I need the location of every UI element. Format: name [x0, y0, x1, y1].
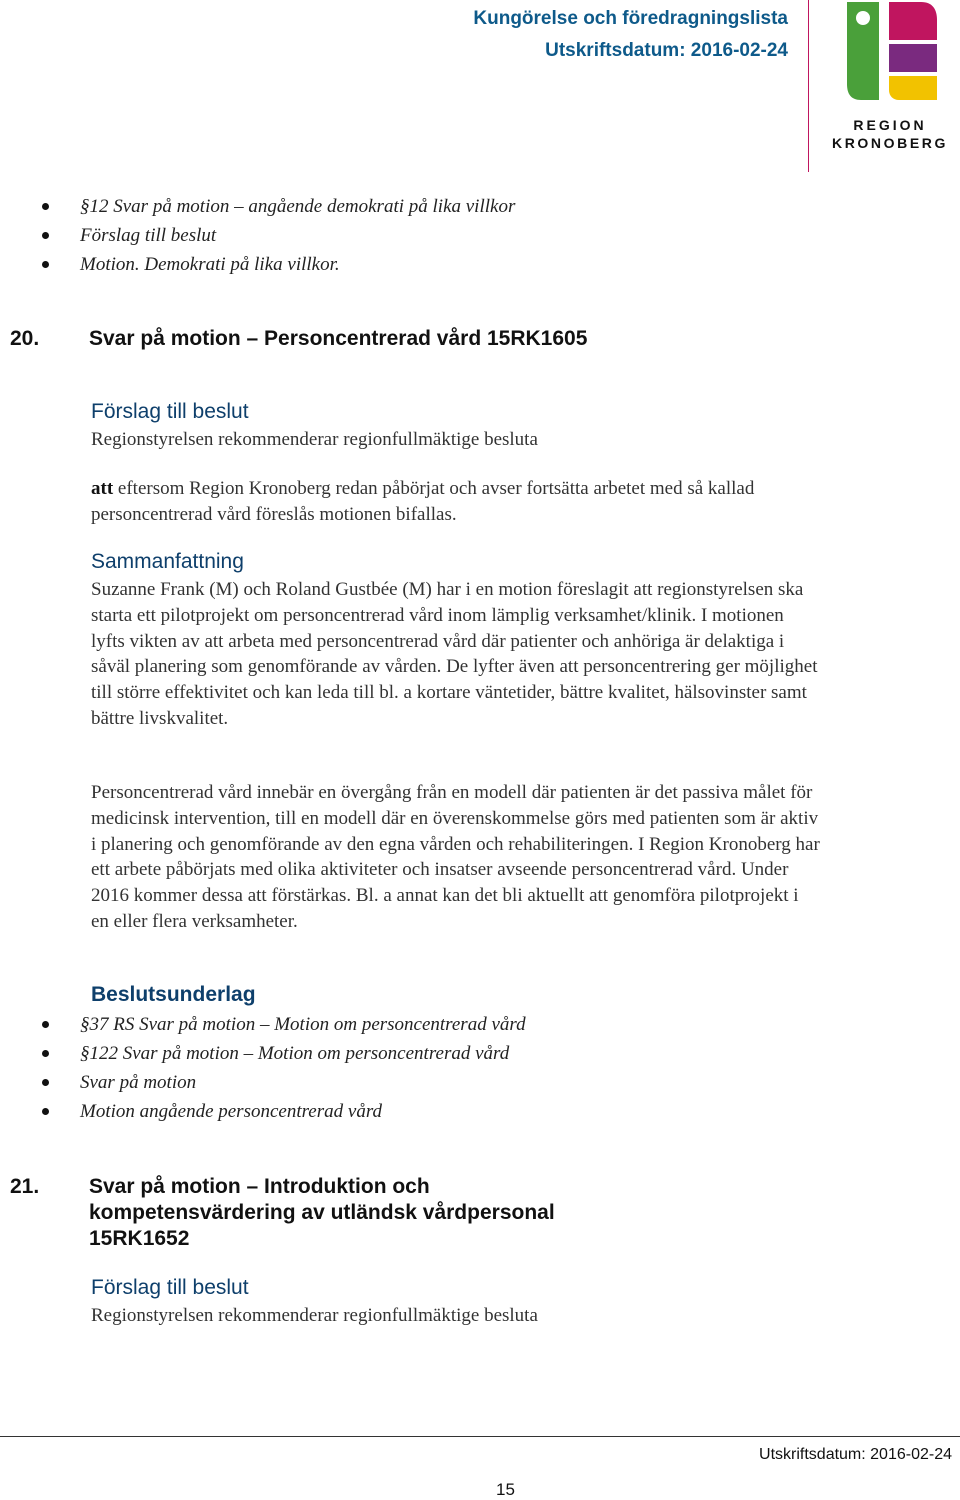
list-item[interactable]: Motion angående personcentrerad vård [0, 1097, 526, 1126]
region-kronoberg-logo-icon [843, 0, 939, 104]
list-item[interactable]: Förslag till beslut [0, 221, 515, 250]
item-20-basis-heading: Beslutsunderlag [91, 983, 256, 1006]
item-21-proposal-intro: Regionstyrelsen rekommenderar regionfullmäktige besluta [91, 1305, 538, 1326]
item-21-title-line-2: kompetensvärdering av utländsk vårdpersonal [89, 1201, 555, 1224]
bullet-icon [42, 1108, 49, 1115]
item-20-proposal-heading: Förslag till beslut [91, 400, 249, 423]
list-item[interactable]: §37 RS Svar på motion – Motion om personcentrerad vård [0, 1010, 526, 1039]
header-divider [808, 0, 809, 172]
document-title: Kungörelse och föredragningslista [473, 8, 788, 29]
item-20-number: 20. [10, 327, 40, 350]
page-number: 15 [496, 1480, 515, 1499]
logo-text-region: REGION [853, 117, 927, 133]
bullet-icon [42, 1021, 49, 1028]
list-item[interactable]: Motion. Demokrati på lika villkor. [0, 250, 515, 279]
list-item[interactable]: Svar på motion [0, 1068, 526, 1097]
bullet-icon [42, 203, 49, 210]
footer-print-date: Utskriftsdatum: 2016-02-24 [759, 1446, 952, 1463]
bullet-icon [42, 232, 49, 239]
item-20-proposal-intro: Regionstyrelsen rekommenderar regionfullmäktige besluta [91, 429, 538, 450]
previous-attachments-list [0, 192, 515, 279]
item-21-number: 21. [10, 1175, 40, 1198]
header-print-date: Utskriftsdatum: 2016-02-24 [545, 40, 788, 61]
item-21-title-line-1: Svar på motion – Introduktion och [89, 1175, 430, 1198]
item-20-summary-heading: Sammanfattning [91, 550, 244, 573]
item-20-title: Svar på motion – Personcentrerad vård 15RK1605 [89, 327, 588, 350]
bullet-icon [42, 1079, 49, 1086]
bullet-icon [42, 261, 49, 268]
list-item[interactable]: §122 Svar på motion – Motion om personcentrerad vård [0, 1039, 526, 1068]
item-21-proposal-heading: Förslag till beslut [91, 1276, 249, 1299]
logo-text-kronoberg: KRONOBERG [832, 135, 948, 151]
item-20-summary-paragraph-1: Suzanne Frank (M) och Roland Gustbée (M) har i en motion föreslagit att regionstyrelsen ska starta ett pilotprojekt om personcentrerad vård inom lämplig verksamhet/klinik. I motionen lyfts vikten av att arbeta med personcentrerad vård där patienter och anhöriga är delaktiga i såväl planering som genomförande av vården. De lyfter även att personcentrering ger möjlighet till större effektivitet och kan leda till bl. a kortare väntetider, bättre kvalitet, hälsovinster samt bättre livskvalitet. [91, 579, 818, 729]
item-20-proposal-text: att eftersom Region Kronoberg redan påbörjat och avser fortsätta arbetet med så kallad personcentrerad vård föreslås motionen bifallas. [91, 478, 755, 525]
footer-divider [0, 1436, 960, 1437]
item-21-title-line-3: 15RK1652 [89, 1227, 190, 1250]
item-20-summary-paragraph-2: Personcentrerad vård innebär en övergång från en modell där patienten är det passiva målet för medicinsk intervention, till en modell där en överenskommelse görs med patienten som är aktiv i planering och genomförande av den egna vården och rehabiliteringen. I Region Kronoberg har ett arbete påbörjats med olika aktiviteter och insatser avseende personcentrerad vård. Under 2016 kommer dessa att förstärkas. Bl. a annat kan det bli aktuellt att genomföra pilotprojekt i en eller flera verksamheter. [91, 782, 820, 932]
list-item[interactable]: §12 Svar på motion – angående demokrati på lika villkor [0, 192, 515, 221]
item-20-basis-list [0, 1010, 526, 1126]
bullet-icon [42, 1050, 49, 1057]
